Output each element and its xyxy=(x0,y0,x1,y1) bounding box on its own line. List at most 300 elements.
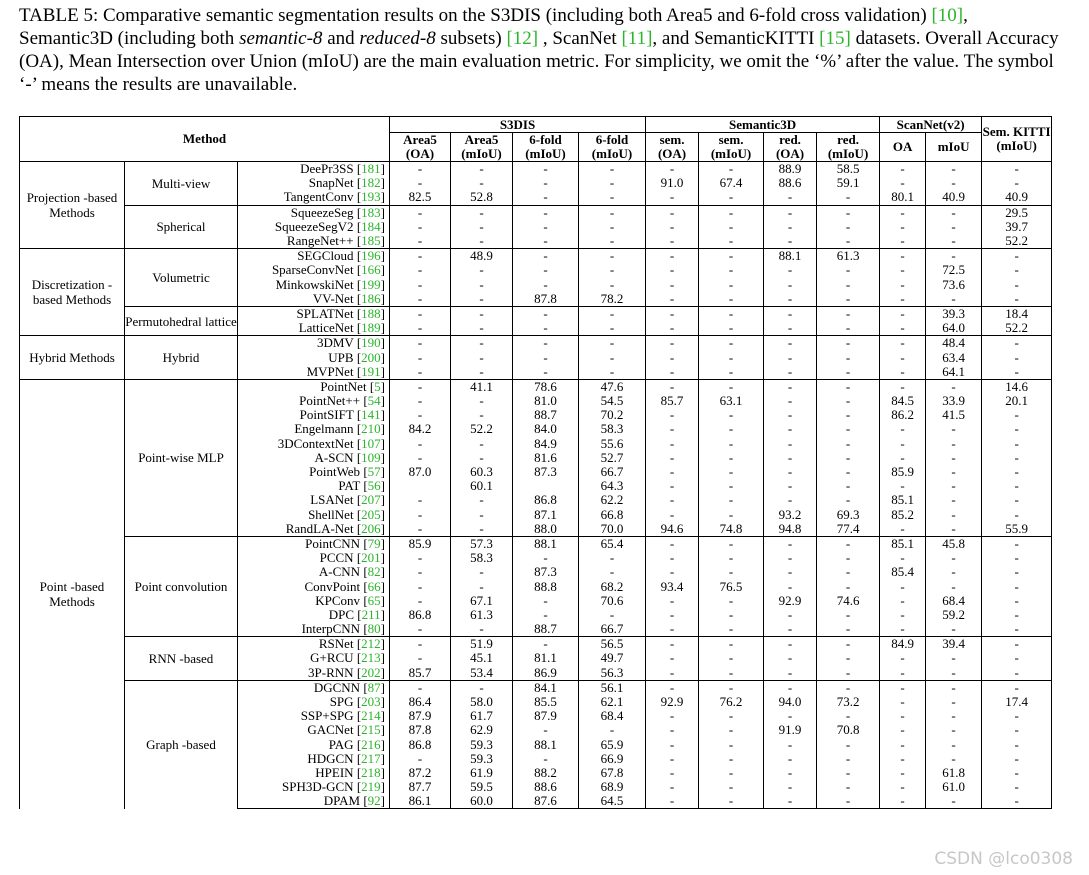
metric-value: 62.1 xyxy=(579,695,646,709)
metric-value: 57.3 xyxy=(451,536,513,551)
citation-link[interactable]: 213 xyxy=(361,651,381,666)
citation-link[interactable]: 219 xyxy=(361,780,381,795)
metric-value: - xyxy=(513,278,579,292)
citation-link[interactable]: 92 xyxy=(367,794,381,809)
citation-link[interactable]: 211 xyxy=(361,607,381,622)
metric-value: 18.4 xyxy=(982,306,1052,321)
metric-value: - xyxy=(880,176,926,190)
caption-citation[interactable]: [11] xyxy=(621,28,653,49)
metric-value: - xyxy=(646,278,699,292)
metric-value: 70.6 xyxy=(579,594,646,608)
metric-value: - xyxy=(880,479,926,493)
method-name-cell: ShellNet [205] xyxy=(238,508,390,522)
metric-value: - xyxy=(646,766,699,780)
metric-value: - xyxy=(646,551,699,565)
metric-value: - xyxy=(926,680,982,695)
metric-value: 86.4 xyxy=(390,695,451,709)
metric-value: 64.3 xyxy=(579,479,646,493)
method-subcategory: Permutohedral lattice xyxy=(125,306,238,335)
metric-value: - xyxy=(579,162,646,177)
method-name-cell: SqueezeSegV2 [184] xyxy=(238,220,390,234)
metric-value: 87.0 xyxy=(390,465,451,479)
metric-value: 92.9 xyxy=(764,594,817,608)
metric-value: - xyxy=(764,451,817,465)
method-name: GACNet xyxy=(307,723,354,738)
metric-value: - xyxy=(764,422,817,436)
citation-link[interactable]: 201 xyxy=(361,551,381,566)
citation-link[interactable]: 66 xyxy=(367,579,381,594)
method-name-cell: InterpCNN [80] xyxy=(238,622,390,637)
metric-value: 81.0 xyxy=(513,394,579,408)
metric-value: - xyxy=(699,408,764,422)
metric-value: - xyxy=(880,709,926,723)
metric-value: 85.1 xyxy=(880,536,926,551)
metric-value: - xyxy=(390,522,451,537)
metric-value: - xyxy=(513,306,579,321)
metric-value: - xyxy=(390,437,451,451)
metric-value: 73.6 xyxy=(926,278,982,292)
metric-value: - xyxy=(390,565,451,579)
caption-segment: and xyxy=(322,28,360,49)
metric-value: - xyxy=(646,321,699,336)
metric-value: 81.1 xyxy=(513,651,579,665)
metric-value: - xyxy=(982,465,1052,479)
caption-citation[interactable]: [12] xyxy=(506,28,539,49)
metric-value: - xyxy=(646,637,699,652)
citation-link[interactable]: 216 xyxy=(361,737,381,752)
citation-link[interactable]: 217 xyxy=(361,751,381,766)
method-name-cell: PointNet++ [54] xyxy=(238,394,390,408)
caption-citation[interactable]: [15] xyxy=(819,28,851,49)
metric-value: - xyxy=(926,794,982,809)
method-name-cell: SparseConvNet [166] xyxy=(238,263,390,277)
metric-value: - xyxy=(982,493,1052,507)
metric-value: 92.9 xyxy=(646,695,699,709)
metric-value: - xyxy=(699,365,764,380)
metric-value: 40.9 xyxy=(926,190,982,205)
metric-value: - xyxy=(451,680,513,695)
metric-value: 82.5 xyxy=(390,190,451,205)
citation-link[interactable]: 184 xyxy=(361,219,381,234)
method-name-cell: PAT [56] xyxy=(238,479,390,493)
citation-link[interactable]: 196 xyxy=(361,248,381,264)
metric-value: - xyxy=(699,479,764,493)
metric-value: - xyxy=(982,794,1052,809)
citation-link[interactable]: 193 xyxy=(361,190,381,205)
metric-value: 87.1 xyxy=(513,508,579,522)
metric-value: - xyxy=(982,738,1052,752)
metric-value: - xyxy=(926,479,982,493)
citation-link[interactable]: 212 xyxy=(361,636,381,652)
table-row xyxy=(20,306,1052,321)
method-subcategory: Graph -based xyxy=(125,680,238,809)
metric-value: - xyxy=(817,680,880,695)
metric-value: - xyxy=(926,651,982,665)
metric-value: - xyxy=(817,437,880,451)
method-name: 3DContextNet xyxy=(277,436,354,451)
metric-value: - xyxy=(982,350,1052,364)
citation-link[interactable]: 109 xyxy=(361,450,381,465)
metric-value: 55.6 xyxy=(579,437,646,451)
metric-value: - xyxy=(451,278,513,292)
method-name: SqueezeSegV2 xyxy=(274,219,354,234)
metric-value: 58.0 xyxy=(451,695,513,709)
citation-link[interactable]: 188 xyxy=(361,306,381,321)
metric-value: 52.2 xyxy=(982,321,1052,336)
metric-value: - xyxy=(646,437,699,451)
metric-value: - xyxy=(390,162,451,177)
metric-value: - xyxy=(817,637,880,652)
metric-value: - xyxy=(764,622,817,637)
metric-value: - xyxy=(880,752,926,766)
citation-link[interactable]: 79 xyxy=(367,536,381,551)
metric-value: - xyxy=(817,465,880,479)
citation-link[interactable]: 57 xyxy=(367,464,381,480)
metric-value: - xyxy=(513,249,579,264)
metric-value: 91.0 xyxy=(646,176,699,190)
metric-value: - xyxy=(880,306,926,321)
metric-value: - xyxy=(982,536,1052,551)
citation-link[interactable]: 214 xyxy=(361,709,381,724)
metric-value: - xyxy=(764,408,817,422)
citation-link[interactable]: 200 xyxy=(361,350,381,365)
metric-value: - xyxy=(646,709,699,723)
metric-value: - xyxy=(764,365,817,380)
metric-value: - xyxy=(817,234,880,249)
method-name-cell: SPG [203] xyxy=(238,695,390,709)
metric-value: - xyxy=(880,695,926,709)
metric-value: 67.1 xyxy=(451,594,513,608)
method-subcategory: Multi-view xyxy=(125,162,238,206)
method-name-cell: HDGCN [217] xyxy=(238,752,390,766)
metric-value: 84.5 xyxy=(880,394,926,408)
metric-value: - xyxy=(451,336,513,351)
metric-value: - xyxy=(880,336,926,351)
citation-link[interactable]: 82 xyxy=(367,565,381,580)
metric-value: - xyxy=(390,408,451,422)
metric-value: - xyxy=(880,651,926,665)
metric-value: 88.8 xyxy=(513,579,579,593)
metric-value: - xyxy=(699,306,764,321)
metric-value: - xyxy=(699,451,764,465)
citation-link[interactable]: 199 xyxy=(361,277,381,292)
metric-value: - xyxy=(764,794,817,809)
method-name: Engelmann xyxy=(294,422,354,437)
method-category: Hybrid Methods xyxy=(20,336,125,380)
citation-link[interactable]: 218 xyxy=(361,765,381,780)
citation-link[interactable]: 56 xyxy=(367,479,381,494)
metric-value: 53.4 xyxy=(451,666,513,681)
method-name: PointWeb xyxy=(309,464,361,480)
metric-value: 88.1 xyxy=(513,536,579,551)
metric-value: - xyxy=(699,465,764,479)
metric-value: - xyxy=(579,190,646,205)
metric-value: - xyxy=(390,508,451,522)
method-name-cell: GACNet [215] xyxy=(238,723,390,737)
metric-value: - xyxy=(646,723,699,737)
method-name: RandLA-Net xyxy=(285,521,354,536)
metric-value: 68.9 xyxy=(579,780,646,794)
metric-value: - xyxy=(699,205,764,220)
metric-value: - xyxy=(982,766,1052,780)
citation-link[interactable]: 191 xyxy=(361,364,381,379)
metric-value: 59.3 xyxy=(451,738,513,752)
group-header-semantic3d: Semantic3D xyxy=(646,117,880,133)
metric-value: - xyxy=(451,292,513,307)
column-header: red. (OA) xyxy=(764,133,817,162)
citation-link[interactable]: 190 xyxy=(361,335,381,351)
metric-value: - xyxy=(646,794,699,809)
column-header: sem. (OA) xyxy=(646,133,699,162)
metric-value: - xyxy=(390,205,451,220)
metric-value: 85.4 xyxy=(880,565,926,579)
citation-link[interactable]: 166 xyxy=(361,263,381,278)
metric-value: 65.4 xyxy=(579,536,646,551)
metric-value: - xyxy=(817,536,880,551)
metric-value: - xyxy=(390,752,451,766)
metric-value: - xyxy=(982,752,1052,766)
metric-value: 74.8 xyxy=(699,522,764,537)
metric-value: - xyxy=(513,336,579,351)
metric-value: - xyxy=(764,766,817,780)
metric-value: 48.4 xyxy=(926,336,982,351)
metric-value: - xyxy=(646,292,699,307)
metric-value: - xyxy=(579,608,646,622)
metric-value: 48.9 xyxy=(451,249,513,264)
metric-value: - xyxy=(764,379,817,394)
metric-value: 59.2 xyxy=(926,608,982,622)
metric-value: - xyxy=(764,350,817,364)
citation-link[interactable]: 207 xyxy=(361,493,381,508)
metric-value: - xyxy=(764,780,817,794)
metric-value: 70.2 xyxy=(579,408,646,422)
metric-value: 59.1 xyxy=(817,176,880,190)
metric-value: 64.5 xyxy=(579,794,646,809)
citation-link[interactable]: 186 xyxy=(361,291,381,306)
metric-value: - xyxy=(926,709,982,723)
metric-value: - xyxy=(451,234,513,249)
metric-value xyxy=(513,479,579,493)
method-name: PointNet++ xyxy=(299,394,361,409)
metric-value: - xyxy=(764,651,817,665)
citation-link[interactable]: 203 xyxy=(361,694,381,710)
metric-value: - xyxy=(926,738,982,752)
metric-value: - xyxy=(764,565,817,579)
metric-value: - xyxy=(982,666,1052,681)
metric-value: - xyxy=(390,365,451,380)
metric-value: 86.1 xyxy=(390,794,451,809)
metric-value: - xyxy=(880,680,926,695)
metric-value: - xyxy=(699,493,764,507)
citation-link[interactable]: 189 xyxy=(361,321,381,336)
metric-value: 65.9 xyxy=(579,738,646,752)
citation-link[interactable]: 185 xyxy=(361,233,381,249)
metric-value: 84.0 xyxy=(513,422,579,436)
metric-value: 67.8 xyxy=(579,766,646,780)
citation-link[interactable]: 54 xyxy=(367,394,381,409)
metric-value: 85.7 xyxy=(390,666,451,681)
method-name-cell: ConvPoint [66] xyxy=(238,579,390,593)
metric-value: 80.1 xyxy=(880,190,926,205)
metric-value: - xyxy=(699,336,764,351)
metric-value: 87.8 xyxy=(513,292,579,307)
method-name: SPG xyxy=(329,694,354,710)
metric-value: - xyxy=(880,292,926,307)
metric-value: - xyxy=(513,234,579,249)
metric-value: - xyxy=(579,551,646,565)
metric-value: - xyxy=(926,437,982,451)
method-name: A-SCN xyxy=(314,450,354,465)
metric-value: - xyxy=(764,479,817,493)
method-name-cell: SPH3D-GCN [219] xyxy=(238,780,390,794)
citation-link[interactable]: 215 xyxy=(361,723,381,738)
method-category: Projection -based Methods xyxy=(20,162,125,249)
metric-value: - xyxy=(699,292,764,307)
metric-value: 87.2 xyxy=(390,766,451,780)
column-header: sem. (mIoU) xyxy=(699,133,764,162)
metric-value: - xyxy=(646,608,699,622)
metric-value: - xyxy=(646,493,699,507)
citation-link[interactable]: 210 xyxy=(361,422,381,437)
metric-value: - xyxy=(926,176,982,190)
metric-value xyxy=(390,479,451,493)
metric-value: - xyxy=(513,350,579,364)
method-name-cell: PointNet [5] xyxy=(238,379,390,394)
metric-value: 68.4 xyxy=(926,594,982,608)
metric-value: - xyxy=(817,379,880,394)
metric-value: - xyxy=(982,422,1052,436)
metric-value: - xyxy=(982,680,1052,695)
metric-value: - xyxy=(390,394,451,408)
metric-value: - xyxy=(390,220,451,234)
metric-value: - xyxy=(764,306,817,321)
metric-value: 66.7 xyxy=(579,465,646,479)
method-name: SSP+SPG xyxy=(300,709,354,724)
metric-value: 88.7 xyxy=(513,622,579,637)
metric-value: - xyxy=(982,637,1052,652)
citation-link[interactable]: 107 xyxy=(361,436,381,451)
metric-value: - xyxy=(982,579,1052,593)
metric-value: - xyxy=(817,408,880,422)
metric-value: 93.4 xyxy=(646,579,699,593)
metric-value: - xyxy=(646,594,699,608)
metric-value: - xyxy=(817,394,880,408)
metric-value: 17.4 xyxy=(982,695,1052,709)
metric-value: - xyxy=(817,651,880,665)
metric-value: 52.8 xyxy=(451,190,513,205)
metric-value: - xyxy=(982,709,1052,723)
metric-value: - xyxy=(699,263,764,277)
metric-value: 29.5 xyxy=(982,205,1052,220)
metric-value: - xyxy=(817,422,880,436)
metric-value: - xyxy=(880,350,926,364)
metric-value: - xyxy=(880,220,926,234)
table-row xyxy=(20,637,1052,652)
metric-value: - xyxy=(390,234,451,249)
method-name: SPH3D-GCN xyxy=(282,780,354,795)
metric-value: 58.3 xyxy=(451,551,513,565)
metric-value: - xyxy=(880,608,926,622)
citation-link[interactable]: 205 xyxy=(361,507,381,522)
metric-value: 45.1 xyxy=(451,651,513,665)
metric-value: - xyxy=(926,723,982,737)
metric-value: - xyxy=(646,780,699,794)
metric-value: - xyxy=(513,608,579,622)
method-name-cell: SPLATNet [188] xyxy=(238,306,390,321)
metric-value: - xyxy=(880,437,926,451)
metric-value: - xyxy=(982,451,1052,465)
method-name-cell: MinkowskiNet [199] xyxy=(238,278,390,292)
metric-value: 55.9 xyxy=(982,522,1052,537)
metric-value: 52.2 xyxy=(982,234,1052,249)
method-name-cell: MVPNet [191] xyxy=(238,365,390,380)
metric-value: - xyxy=(699,508,764,522)
metric-value: - xyxy=(982,249,1052,264)
citation-link[interactable]: 183 xyxy=(361,205,381,220)
metric-value: 84.1 xyxy=(513,680,579,695)
metric-value: - xyxy=(390,594,451,608)
method-name: 3P-RNN xyxy=(308,665,354,680)
citation-link[interactable]: 182 xyxy=(361,176,381,191)
metric-value: - xyxy=(982,608,1052,622)
metric-value: 54.5 xyxy=(579,394,646,408)
method-name-cell: SqueezeSeg [183] xyxy=(238,205,390,220)
metric-value: - xyxy=(646,249,699,264)
group-header-scannet: ScanNet(v2) xyxy=(880,117,982,133)
metric-value: - xyxy=(926,579,982,593)
metric-value: 87.3 xyxy=(513,465,579,479)
metric-value: - xyxy=(646,508,699,522)
metric-value: 61.9 xyxy=(451,766,513,780)
results-table xyxy=(19,116,1052,809)
metric-value: - xyxy=(817,622,880,637)
citation-link[interactable]: 87 xyxy=(367,680,381,695)
citation-link[interactable]: 202 xyxy=(361,665,381,680)
metric-value: - xyxy=(579,336,646,351)
metric-value: - xyxy=(451,162,513,177)
citation-link[interactable]: 181 xyxy=(361,161,381,177)
method-subcategory: Point-wise MLP xyxy=(125,379,238,536)
method-subcategory: Spherical xyxy=(125,205,238,249)
metric-value: - xyxy=(451,437,513,451)
citation-link[interactable]: 206 xyxy=(361,521,381,536)
metric-value: 86.2 xyxy=(880,408,926,422)
method-name: UPB xyxy=(328,350,354,365)
metric-value: - xyxy=(926,695,982,709)
metric-value: 87.8 xyxy=(390,723,451,737)
metric-value: 45.8 xyxy=(926,536,982,551)
metric-value: - xyxy=(764,465,817,479)
metric-value: - xyxy=(646,205,699,220)
caption-citation[interactable]: [10] xyxy=(931,5,964,26)
metric-value: - xyxy=(699,190,764,205)
citation-link[interactable]: 65 xyxy=(367,593,381,608)
metric-value: - xyxy=(926,292,982,307)
metric-value: - xyxy=(982,162,1052,177)
metric-value: - xyxy=(513,263,579,277)
metric-value: - xyxy=(646,220,699,234)
metric-value: - xyxy=(982,176,1052,190)
method-name: PointCNN xyxy=(305,536,361,551)
citation-link[interactable]: 141 xyxy=(361,408,381,423)
citation-link[interactable]: 5 xyxy=(374,379,381,394)
metric-value: - xyxy=(926,551,982,565)
metric-value: 59.3 xyxy=(451,752,513,766)
metric-value: - xyxy=(579,205,646,220)
metric-value: - xyxy=(817,278,880,292)
metric-value: 56.1 xyxy=(579,680,646,695)
citation-link[interactable]: 80 xyxy=(367,622,381,637)
